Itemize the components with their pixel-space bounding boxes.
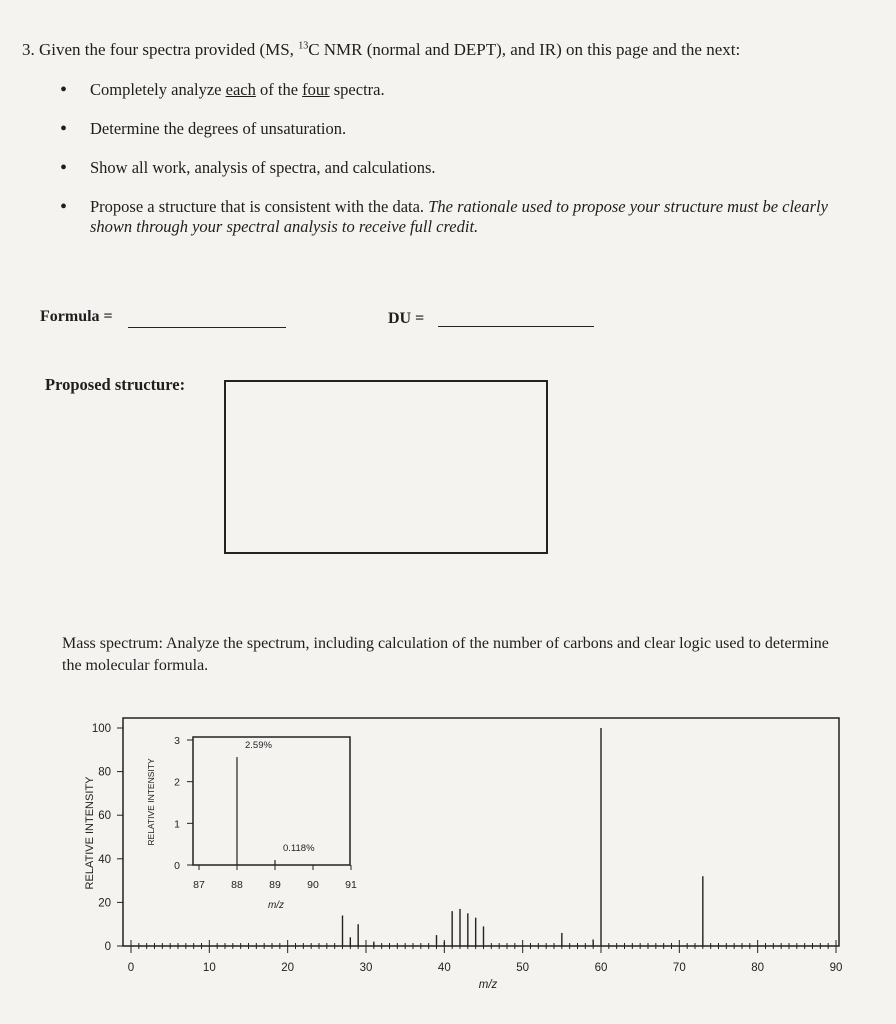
intro-text-b: C NMR (normal and DEPT), and IR) on this page and the next: bbox=[308, 40, 741, 59]
y-tick-label: 100 bbox=[91, 723, 111, 735]
bullet-show-work bbox=[60, 158, 850, 178]
inset-x-axis bbox=[193, 865, 357, 891]
plot-frame bbox=[123, 718, 839, 946]
x-tick-label: 50 bbox=[516, 962, 530, 974]
du-label: DU = bbox=[388, 310, 425, 327]
intro-text-a: Given the four spectra provided (MS, bbox=[39, 40, 299, 59]
inset-y-axis-label: RELATIVE INTENSITY bbox=[146, 758, 156, 846]
x-tick-label: 90 bbox=[829, 962, 843, 974]
inset-y-tick-label: 0 bbox=[174, 860, 180, 872]
mass-spectrum-instructions bbox=[62, 633, 852, 677]
inset-x-tick-label: 88 bbox=[231, 879, 243, 891]
inset-peak-label-mz-88: 2.59% bbox=[245, 740, 272, 752]
x-tick-label: 30 bbox=[359, 962, 373, 974]
inset-x-tick-label: 91 bbox=[345, 879, 357, 891]
formula-answer-line[interactable] bbox=[128, 327, 286, 328]
b4-plain: Propose a structure that is consistent with the data. bbox=[90, 197, 425, 216]
b3-text: Show all work, analysis of spectra, and calculations. bbox=[90, 158, 436, 177]
y-axis-label: RELATIVE INTENSITY bbox=[84, 776, 96, 890]
inset-y-tick-label: 3 bbox=[174, 735, 180, 747]
x-tick-label: 70 bbox=[672, 962, 686, 974]
b1-post: spectra. bbox=[329, 80, 385, 99]
b1-each: each bbox=[225, 80, 256, 99]
peaks bbox=[343, 728, 703, 946]
inset-x-tick-label: 87 bbox=[193, 879, 205, 891]
inset-x-tick-label: 89 bbox=[269, 879, 281, 891]
inset-peak-label-mz-89: 0.118% bbox=[283, 843, 315, 855]
question-number: 3. bbox=[22, 40, 35, 59]
x-tick-label: 80 bbox=[751, 962, 765, 974]
bullet-unsaturation bbox=[60, 119, 850, 139]
y-axis bbox=[92, 723, 123, 953]
ms-heading: Mass spectrum bbox=[62, 635, 159, 652]
y-tick-label: 60 bbox=[98, 810, 111, 823]
intro-superscript: 13 bbox=[298, 40, 309, 52]
du-answer-line[interactable] bbox=[438, 326, 594, 327]
inset-y-tick-label: 1 bbox=[174, 818, 180, 831]
inset-peaks bbox=[237, 740, 315, 865]
bullet-analyze bbox=[60, 80, 850, 100]
inset-x-axis-label: m/z bbox=[267, 900, 285, 911]
b1-four: four bbox=[302, 80, 330, 99]
x-tick-label: 10 bbox=[202, 962, 216, 974]
inset-y-axis bbox=[174, 735, 193, 872]
y-tick-label: 20 bbox=[98, 897, 111, 910]
y-tick-label: 0 bbox=[104, 941, 111, 953]
x-tick-label: 0 bbox=[127, 962, 135, 974]
x-axis-label: m/z bbox=[478, 979, 498, 991]
inset-frame bbox=[193, 737, 350, 865]
b1-mid: of the bbox=[255, 80, 303, 99]
b4-italic: The rationale used to propose your structure must be clearly shown through your spectral analysis to receive full credit. bbox=[90, 197, 828, 236]
inset-y-tick-label: 2 bbox=[174, 776, 180, 789]
bullet-propose bbox=[60, 197, 850, 237]
ms-instructions: : Analyze the spectrum, including calculation of the number of carbons and clear logic used to determine the molecular formula. bbox=[62, 635, 829, 674]
question-intro bbox=[22, 40, 740, 60]
proposed-structure-label: Proposed structure: bbox=[45, 375, 186, 394]
x-tick-label: 20 bbox=[281, 962, 295, 974]
b1-pre: Completely analyze bbox=[90, 80, 226, 99]
y-tick-label: 80 bbox=[98, 766, 111, 779]
b2-text: Determine the degrees of unsaturation. bbox=[90, 119, 347, 138]
proposed-structure-box[interactable] bbox=[224, 380, 548, 554]
inset-x-tick-label: 90 bbox=[307, 879, 319, 891]
x-tick-label: 40 bbox=[437, 962, 451, 974]
mass-spectrum-chart bbox=[0, 700, 896, 1020]
formula-label: Formula = bbox=[40, 308, 113, 325]
x-axis bbox=[128, 940, 843, 974]
x-tick-label: 60 bbox=[594, 962, 608, 974]
instruction-list bbox=[60, 80, 850, 256]
y-tick-label: 40 bbox=[98, 853, 111, 866]
